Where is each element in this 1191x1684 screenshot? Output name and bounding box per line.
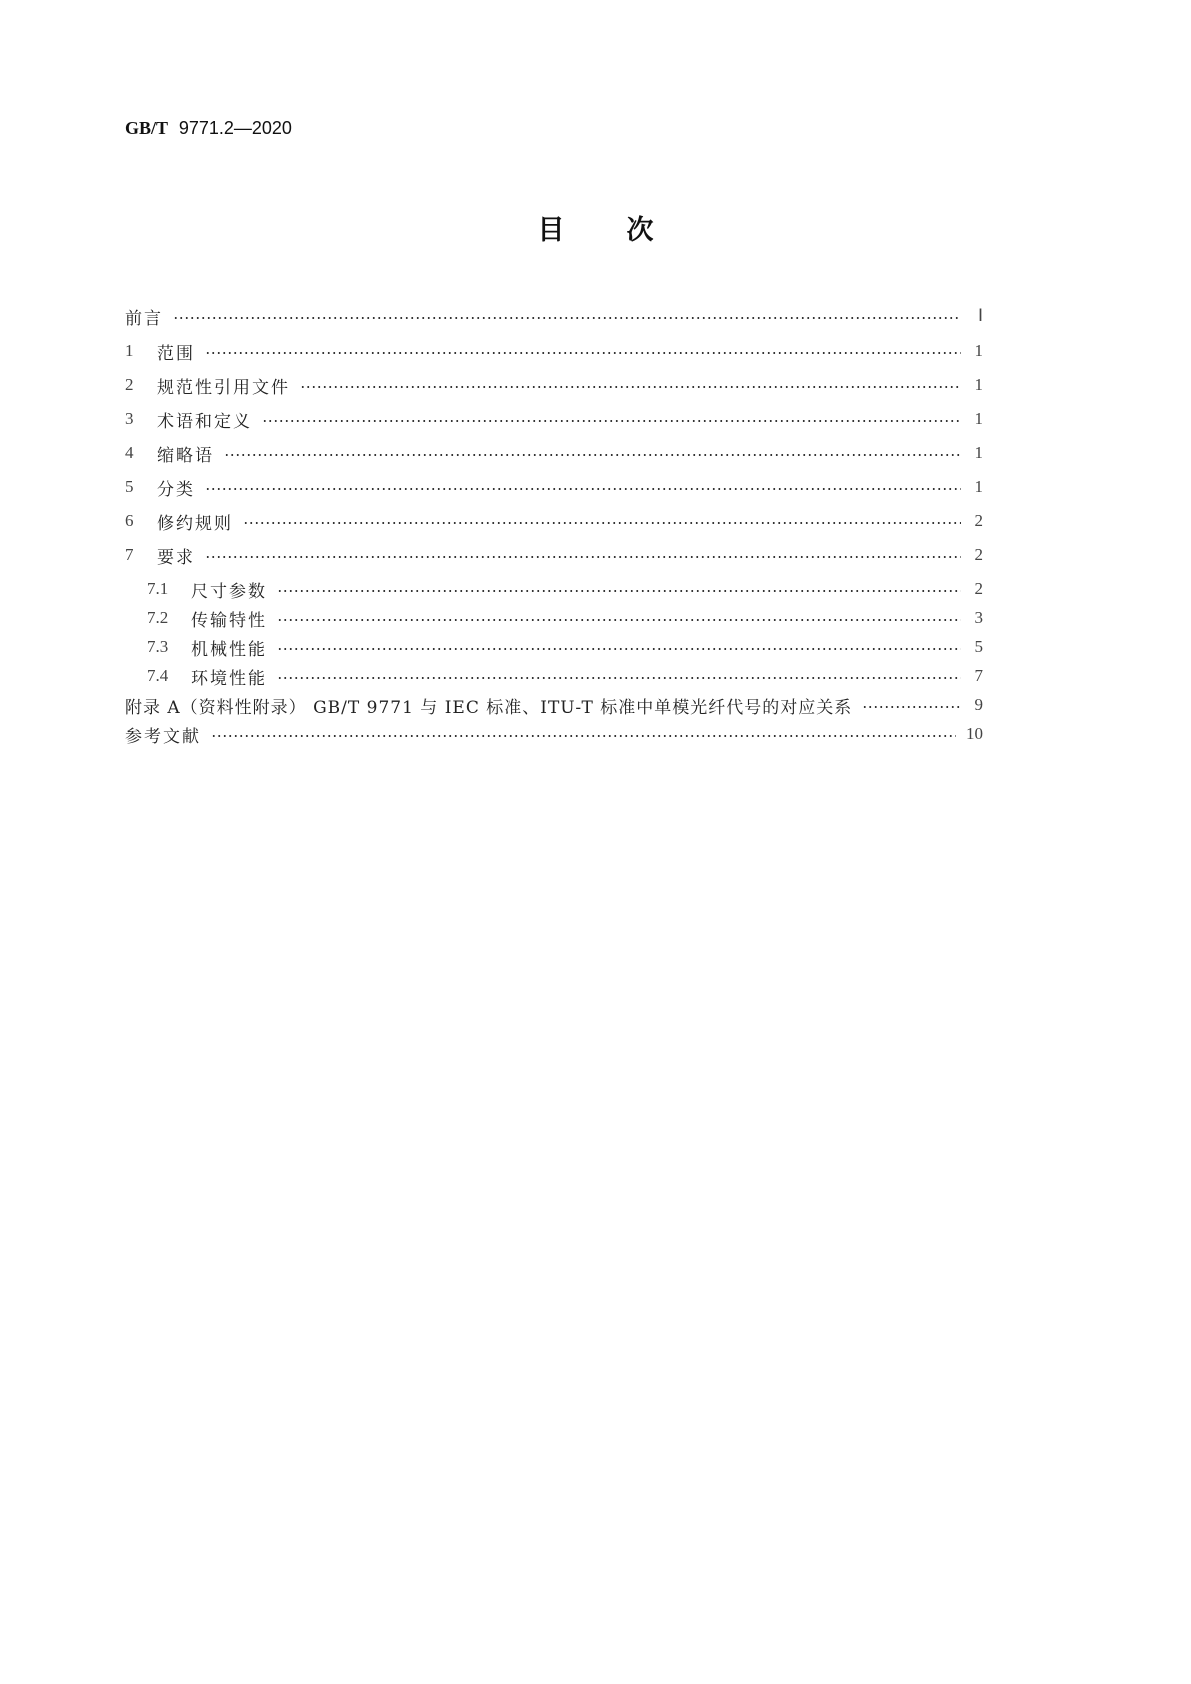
toc-label: 修约规则 xyxy=(157,513,233,534)
standard-prefix: GB/T xyxy=(125,118,169,138)
toc-page: 1 xyxy=(974,409,983,428)
toc-label: 规范性引用文件 xyxy=(157,377,290,398)
toc-page: Ⅰ xyxy=(977,306,983,325)
toc-label: 环境性能 xyxy=(191,668,267,689)
toc-page: 2 xyxy=(974,579,983,598)
dot-leader xyxy=(300,386,961,388)
page-title xyxy=(0,208,1191,247)
dot-leader xyxy=(277,648,961,650)
toc-number: 4 xyxy=(125,443,134,462)
toc-page: 5 xyxy=(974,637,983,656)
toc-number: 1 xyxy=(125,341,134,360)
dot-leader xyxy=(224,454,961,456)
toc-page: 1 xyxy=(974,341,983,360)
toc-entry-7-2[interactable] xyxy=(125,603,983,633)
toc-number: 2 xyxy=(125,375,134,394)
toc-number: 3 xyxy=(125,409,134,428)
dot-leader xyxy=(277,677,961,679)
toc-entry-7-4[interactable] xyxy=(125,661,983,691)
dot-leader xyxy=(277,590,961,592)
toc-number: 7.1 xyxy=(147,579,169,598)
toc-label: 术语和定义 xyxy=(157,411,252,432)
toc-page: 10 xyxy=(966,724,983,743)
toc-page: 1 xyxy=(974,375,983,394)
toc-entry-foreword[interactable] xyxy=(125,301,983,331)
dot-leader xyxy=(173,317,961,319)
toc-label: 前言 xyxy=(125,308,163,329)
toc-label: 范围 xyxy=(157,343,195,364)
toc-entry-bibliography[interactable] xyxy=(125,719,983,749)
toc-entry-7[interactable] xyxy=(125,540,983,570)
dot-leader xyxy=(205,556,961,558)
toc-page: 3 xyxy=(974,608,983,627)
dot-leader xyxy=(205,352,961,354)
toc-entry-4[interactable] xyxy=(125,438,983,468)
standard-number: 9771.2—2020 xyxy=(178,118,292,138)
toc-page: 1 xyxy=(974,477,983,496)
dot-leader xyxy=(243,522,961,524)
toc-label: 参考文献 xyxy=(125,726,201,747)
dot-leader xyxy=(211,735,956,737)
dot-leader xyxy=(862,706,961,708)
dot-leader xyxy=(262,420,961,422)
toc-entry-7-1[interactable] xyxy=(125,574,983,604)
toc-number: 7.3 xyxy=(147,637,169,656)
toc-page: 1 xyxy=(974,443,983,462)
toc-entry-3[interactable] xyxy=(125,404,983,434)
toc-number: 5 xyxy=(125,477,134,496)
dot-leader xyxy=(205,488,961,490)
toc-entry-5[interactable] xyxy=(125,472,983,502)
title-char-2: 次 xyxy=(626,215,654,246)
dot-leader xyxy=(277,619,961,621)
toc-entry-6[interactable] xyxy=(125,506,983,536)
toc-entry-1[interactable] xyxy=(125,336,983,366)
toc-page: 7 xyxy=(974,666,983,685)
toc-number: 6 xyxy=(125,511,134,530)
toc-page: 9 xyxy=(974,695,983,714)
title-char-1: 目 xyxy=(537,215,565,246)
standard-code xyxy=(125,118,292,139)
toc-number: 7.4 xyxy=(147,666,169,685)
toc-label: 缩略语 xyxy=(157,445,214,466)
toc-entry-annex-a[interactable] xyxy=(125,690,983,720)
toc-label: 要求 xyxy=(157,547,195,568)
toc-label: 尺寸参数 xyxy=(191,581,267,602)
toc-label: 机械性能 xyxy=(191,639,267,660)
toc-number: 7.2 xyxy=(147,608,169,627)
toc-page: 2 xyxy=(974,545,983,564)
toc-number: 7 xyxy=(125,545,134,564)
toc-entry-7-3[interactable] xyxy=(125,632,983,662)
toc-label: 传输特性 xyxy=(191,610,267,631)
toc-label: 分类 xyxy=(157,479,195,500)
toc-label: 附录 A（资料性附录） GB/T 9771 与 IEC 标准、ITU-T 标准中单模光纤代号的对应关系 xyxy=(125,697,853,718)
toc-entry-2[interactable] xyxy=(125,370,983,400)
toc-page: 2 xyxy=(974,511,983,530)
